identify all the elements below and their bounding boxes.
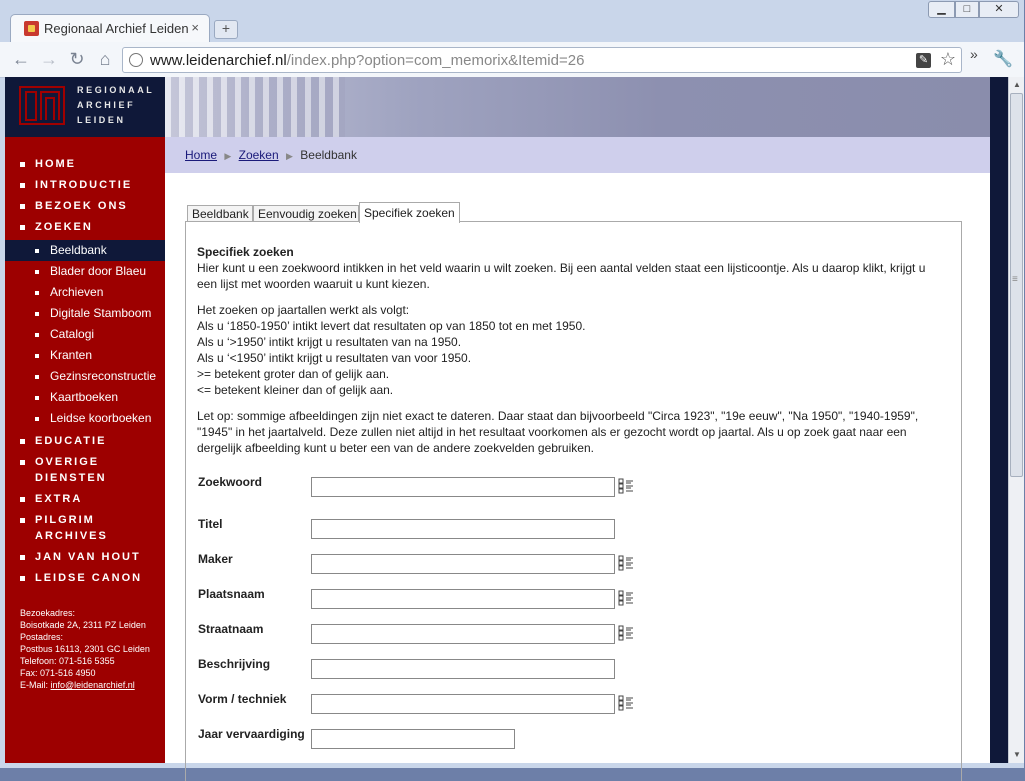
logo-mark-icon xyxy=(19,86,65,125)
page-viewport xyxy=(5,77,1019,763)
address-line: Postbus 16113, 2301 GC Leiden xyxy=(20,644,150,654)
page-action-icon[interactable]: ✎ xyxy=(916,53,931,68)
tab-close-icon[interactable]: × xyxy=(191,20,199,35)
main-navigation xyxy=(5,156,165,591)
breadcrumb-current: Beeldbank xyxy=(300,148,357,162)
address-line: Telefoon: 071-516 5355 xyxy=(20,656,115,666)
nav-item-pilgrim-archives[interactable]: PILGRIM ARCHIVES xyxy=(5,512,115,544)
nav-item-jan-van-hout[interactable]: JAN VAN HOUT xyxy=(5,549,165,565)
field-label-beschrijving: Beschrijving xyxy=(198,657,271,671)
years-help xyxy=(197,302,942,398)
right-border-bar xyxy=(990,77,1008,763)
breadcrumb-trail xyxy=(185,148,357,162)
logo-line: LEIDEN xyxy=(77,115,126,125)
maximize-button[interactable]: □ xyxy=(955,1,979,18)
field-label-plaatsnaam: Plaatsnaam xyxy=(198,587,265,601)
intro-heading: Specifiek zoeken xyxy=(197,245,294,259)
titel-input[interactable] xyxy=(311,519,615,539)
address-line: Postadres: xyxy=(20,632,64,642)
scroll-down-icon[interactable]: ▼ xyxy=(1013,750,1021,759)
url-host: www.leidenarchief.nl xyxy=(150,52,287,69)
breadcrumb-home-link[interactable]: Home xyxy=(185,148,218,162)
site-logo[interactable] xyxy=(5,77,165,137)
word-list-icon[interactable] xyxy=(618,478,634,494)
breadcrumb-zoeken-link[interactable]: Zoeken xyxy=(238,148,279,162)
sidebar xyxy=(5,77,165,763)
nav-item-introductie[interactable]: INTRODUCTIE xyxy=(5,177,165,193)
breadcrumb-separator-icon: ▶ xyxy=(224,151,232,161)
field-label-zoekwoord: Zoekwoord xyxy=(198,475,263,489)
intro-text: Hier kunt u een zoekwoord intikken in het veld waarin u wilt zoeken. Bij een aantal velden staat een lijsticoontje. Als u daarop klikt, krijgt u een lijst met woorden waaruit u kunt kiezen. xyxy=(197,261,926,291)
nav-item-zoeken[interactable]: ZOEKEN xyxy=(5,219,165,235)
header-banner xyxy=(165,77,990,137)
nav-sub-gezinsreconstructie[interactable]: Gezinsreconstructie xyxy=(5,366,165,387)
email-label: E-Mail: xyxy=(20,680,51,690)
scroll-thumb[interactable] xyxy=(1010,93,1023,477)
back-arrow-icon[interactable]: ← xyxy=(12,49,30,69)
scroll-up-icon[interactable]: ▲ xyxy=(1013,80,1021,89)
logo-text xyxy=(77,83,154,128)
word-list-icon[interactable] xyxy=(618,590,634,606)
email-link[interactable]: info@leidenarchief.nl xyxy=(50,680,135,690)
years-line: Het zoeken op jaartallen werkt als volgt: xyxy=(197,303,410,317)
search-panel xyxy=(185,221,962,781)
nav-sub-kaartboeken[interactable]: Kaartboeken xyxy=(5,387,165,408)
address-line: Fax: 071-516 4950 xyxy=(20,668,96,678)
maker-input[interactable] xyxy=(311,554,615,574)
bookmark-star-icon[interactable]: ☆ xyxy=(939,49,956,69)
zoekwoord-input[interactable] xyxy=(311,477,615,497)
address-bar[interactable] xyxy=(122,47,962,73)
years-line: <= betekent kleiner dan of gelijk aan. xyxy=(197,383,394,397)
url-text xyxy=(150,52,584,69)
field-label-titel: Titel xyxy=(198,517,223,531)
contact-address xyxy=(20,607,150,691)
reload-icon[interactable]: ↻ xyxy=(69,49,85,69)
banner-image xyxy=(165,77,345,137)
url-path: /index.php?option=com_memorix&Itemid=26 xyxy=(286,52,585,69)
years-line: Als u ‘>1950’ intikt krijgt u resultaten van na 1950. xyxy=(197,335,462,349)
vertical-scrollbar[interactable] xyxy=(1008,77,1024,763)
years-line: Als u ‘1850-1950’ intikt levert dat resultaten op van 1850 tot en met 1950. xyxy=(197,319,586,333)
straatnaam-input[interactable] xyxy=(311,624,615,644)
nav-item-overige-diensten[interactable]: OVERIGE DIENSTEN xyxy=(5,454,115,486)
dating-note: Let op: sommige afbeeldingen zijn niet exact te dateren. Daar staat dan bijvoorbeeld "Circa 1923", "19e eeuw", "Na 1950", "1940-1959", "1945" in het jaartalveld. Deze zullen niet altijd in het resultaat voorkomen als er gezocht wordt op jaartal. Als u op zoek gaat naar een dergelijk afbeelding kunt u beter een van de andere zoekvelden gebruiken. xyxy=(197,409,919,455)
years-line: Als u ‘<1950’ intikt krijgt u resultaten van voor 1950. xyxy=(197,351,472,365)
tab-eenvoudig-zoeken[interactable]: Eenvoudig zoeken xyxy=(253,205,359,222)
more-chevron-icon[interactable]: » xyxy=(970,46,978,62)
field-label-vorm-techniek: Vorm / techniek xyxy=(198,692,287,706)
address-line: Bezoekadres: xyxy=(20,608,76,618)
search-intro xyxy=(197,244,942,466)
jaar-vervaardiging-input[interactable] xyxy=(311,729,515,749)
main-content xyxy=(165,173,990,763)
logo-line: REGIONAAL xyxy=(77,85,155,95)
browser-toolbar xyxy=(0,42,1024,78)
new-tab-button[interactable]: + xyxy=(214,20,238,39)
tab-title: Regionaal Archief Leiden xyxy=(44,21,189,36)
word-list-icon[interactable] xyxy=(618,695,634,711)
wrench-menu-icon[interactable]: 🔧 xyxy=(993,51,1013,68)
nav-sub-catalogi[interactable]: Catalogi xyxy=(5,324,165,345)
nav-item-bezoek-ons[interactable]: BEZOEK ONS xyxy=(5,198,165,214)
tab-beeldbank[interactable]: Beeldbank xyxy=(187,205,253,222)
nav-sub-archieven[interactable]: Archieven xyxy=(5,282,165,303)
logo-line: ARCHIEF xyxy=(77,100,136,110)
plaatsnaam-input[interactable] xyxy=(311,589,615,609)
vorm-techniek-input[interactable] xyxy=(311,694,615,714)
nav-sub-digitale-stamboom[interactable]: Digitale Stamboom xyxy=(5,303,165,324)
home-icon[interactable]: ⌂ xyxy=(99,49,111,69)
breadcrumb-separator-icon: ▶ xyxy=(286,151,293,161)
word-list-icon[interactable] xyxy=(618,555,634,571)
close-window-button[interactable]: ✕ xyxy=(979,1,1019,18)
nav-item-leidse-canon[interactable]: LEIDSE CANON xyxy=(5,570,165,586)
title-bar xyxy=(0,0,1024,42)
nav-sub-kranten[interactable]: Kranten xyxy=(5,345,165,366)
forward-arrow-icon[interactable]: → xyxy=(40,49,58,69)
nav-item-home[interactable]: HOME xyxy=(5,156,165,172)
field-label-straatnaam: Straatnaam xyxy=(198,622,264,636)
minimize-button[interactable]: ▁ xyxy=(928,1,955,18)
beschrijving-input[interactable] xyxy=(311,659,615,679)
nav-item-educatie[interactable]: EDUCATIE xyxy=(5,433,165,449)
field-label-jaar-vervaardiging: Jaar vervaardiging xyxy=(198,727,305,741)
word-list-icon[interactable] xyxy=(618,625,634,641)
breadcrumb xyxy=(165,137,990,173)
nav-sub-blader-door-blaeu[interactable]: Blader door Blaeu xyxy=(5,261,165,282)
favicon-icon xyxy=(24,21,39,36)
field-label-maker: Maker xyxy=(198,552,233,566)
browser-tab[interactable] xyxy=(10,14,210,42)
email-line xyxy=(20,679,150,691)
nav-sub-beeldbank[interactable]: Beeldbank xyxy=(5,240,165,261)
years-line: >= betekent groter dan of gelijk aan. xyxy=(197,367,390,381)
nav-item-extra[interactable]: EXTRA xyxy=(5,491,165,507)
address-line: Boisotkade 2A, 2311 PZ Leiden xyxy=(20,620,146,630)
tab-specifiek-zoeken[interactable]: Specifiek zoeken xyxy=(359,202,460,223)
nav-sub-leidse-koorboeken[interactable]: Leidse koorboeken xyxy=(5,408,165,429)
globe-icon xyxy=(129,53,143,67)
